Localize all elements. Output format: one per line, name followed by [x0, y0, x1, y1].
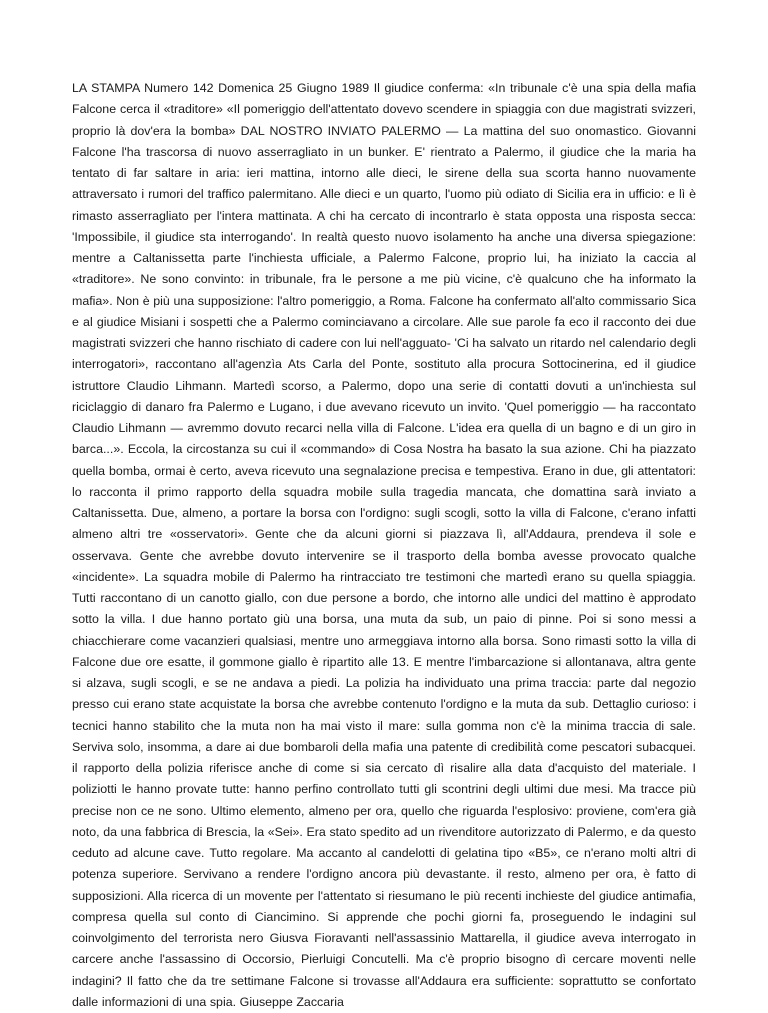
article-body-text: LA STAMPA Numero 142 Domenica 25 Giugno 1989 Il giudice conferma: «In tribunale c'è una spia della mafia Falcone cerca il «traditore» «Il pomeriggio dell'attentato dovevo scendere in spiaggia con due magistrati svizzeri, proprio là dov'era la bomba» DAL NOSTRO INVIATO PALERMO — La mattina del suo onomastico. Giovanni Falcone l'ha trascorsa di nuovo asserragliato in un bunker. E' rientrato a Palermo, il giudice che la maria ha tentato di far saltare in aria: ieri mattina, intorno alle dieci, le sirene della sua scorta hanno nuovamente attraversato i rumori del traffico palermitano. Alle dieci e un quarto, l'uomo più odiato di Sicilia era in ufficio: e lì è rimasto asserragliato per l'intera mattinata. A chi ha cercato di incontrarlo è stata opposta una risposta secca: 'Impossibile, il giudice sta interrogando'. In realtà questo nuovo isolamento ha anche una diversa spiegazione: mentre a Caltanissetta parte l'inchiesta ufficiale, a Palermo Falcone, proprio lui, ha iniziato la caccia al «traditore». Ne sono convinto: in tribunale, fra le persone a me più vicine, c'è qualcuno che ha informato la mafia». Non è più una supposizione: l'altro pomeriggio, a Roma. Falcone ha confermato all'alto commissario Sica e al giudice Misiani i sospetti che a Palermo cominciavano a circolare. Alle sue parole fa eco il racconto dei due magistrati svizzeri che hanno rischiato di cadere con lui nell'agguato- 'Ci ha salvato un ritardo nel calendario degli interrogatori», raccontano all'agenzìa Ats Carla del Ponte, sostituto alla procura Sottocinerina, ed il giudice istruttore Claudio Lihmann. Martedì scorso, a Palermo, dopo una serie di contatti dovuti a un'inchiesta sul riciclaggio di danaro fra Palermo e Lugano, i due avevano ricevuto un invito. 'Quel pomeriggio — ha raccontato Claudio Lihmann — avremmo dovuto recarci nella villa di Falcone. L'idea era quella di un bagno e di un giro in barca...». Eccola, la circostanza su cui il «commando» di Cosa Nostra ha basato la sua azione. Chi ha piazzato quella bomba, ormai è certo, aveva ricevuto una segnalazione precisa e tempestiva. Erano in due, gli attentatori: lo racconta il primo rapporto della squadra mobile sulla tragedia mancata, che domattina sarà inviato a Caltanissetta. Due, almeno, a portare la borsa con l'ordigno: sugli scogli, sotto la villa di Falcone, c'erano infatti almeno altri tre «osservatori». Gente che da alcuni giorni si piazzava lì, all'Addaura, prendeva il sole e osservava. Gente che avrebbe dovuto intervenire se il trasporto della bomba avesse provocato qualche «incidente». La squadra mobile di Palermo ha rintracciato tre testimoni che martedì erano su quella spiaggia. Tutti raccontano di un canotto giallo, con due persone a bordo, che intorno alle undici del mattino è approdato sotto la villa. I due hanno portato giù una borsa, una muta da sub, un paio di pinne. Poi si sono messi a chiacchierare come vacanzieri qualsiasi, mentre uno armeggiava intorno alla borsa. Sono rimasti sotto la villa di Falcone due ore esatte, il gommone giallo è ripartito alle 13. E mentre l'imbarcazione si allontanava, altra gente si alzava, sugli scogli, e se ne andava a piedi. La polizia ha individuato una prima traccia: parte dal negozio presso cui erano state acquistate la borsa che avrebbe contenuto l'ordigno e la muta da sub. Dettaglio curioso: i tecnici hanno stabilito che la muta non ha mai visto il mare: sulla gomma non c'è la minima traccia di sale. Serviva solo, insomma, a dare ai due bombaroli della mafia una patente di credibilità come pescatori subacquei. il rapporto della polizia riferisce anche di come si sia cercato dì risalire alla data d'acquisto del materiale. I poliziotti le hanno provate tutte: hanno perfino controllato tutti gli scontrini degli ultimi due mesi. Ma tracce più precise non ce ne sono. Ultimo elemento, almeno per ora, quello che riguarda l'esplosivo: proviene, com'era già noto, da una fabbrica di Brescia, la «Sei». Era stato spedito ad un rivenditore autorizzato di Palermo, e da questo ceduto ad alcune cave. Tutto regolare. Ma accanto al candelotti di gelatina tipo «B5», ce n'erano molti altri di potenza superiore. Servivano a rendere l'ordigno ancora più devastante. il resto, almeno per ora, è fatto di supposizioni. Alla ricerca di un movente per l'attentato si riesumano le più recenti inchieste del giudice antimafia, compresa quella sul conto di Ciancimino. Si apprende che pochi giorni fa, proseguendo le indagini sul coinvolgimento del terrorista nero Giusva Fioravanti nell'assassinio Mattarella, il giudice aveva interrogato in carcere anche l'assassino di Occorsio, Pierluigi Concutelli. Ma c'è proprio bisogno dì cercare moventi nelle indagini? Il fatto che da tre settimane Falcone si trovasse all'Addaura era sufficiente: soprattutto se confortato dalle informazioni di una spia. Giuseppe Zaccaria [72, 81, 696, 1009]
document-page [72, 78, 696, 1013]
